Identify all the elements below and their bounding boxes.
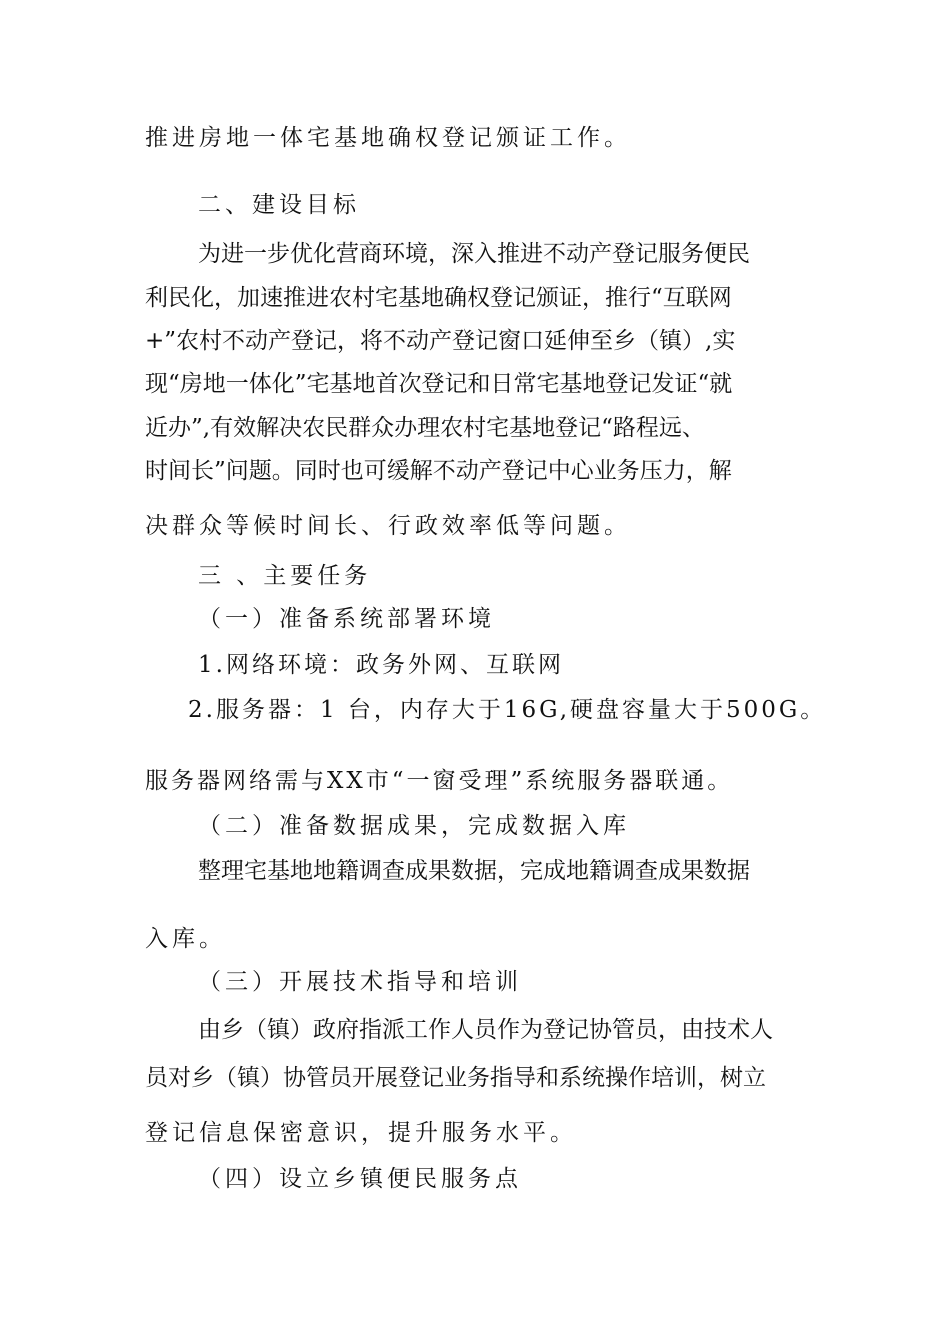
body-line-15: 登记信息保密意识，提升服务水平。 xyxy=(145,1120,577,1146)
body-line-10: 服务器网络需与XX市“一窗受理”系统服务器联通。 xyxy=(145,768,734,794)
body-line-7: 近办”,有效解决农民群众办理农村宅基地登记“路程远、 xyxy=(145,415,705,441)
body-line-8: 时间长”问题。同时也可缓解不动产登记中心业务压力，解 xyxy=(145,458,732,484)
list-item-2: 2.服务器：1 台，内存大于16G,硬盘容量大于500G。 xyxy=(188,697,827,723)
body-line-1: 推进房地一体宅基地确权登记颁证工作。 xyxy=(145,125,631,151)
body-line-13: 由乡（镇）政府指派工作人员作为登记协管员，由技术人 xyxy=(198,1017,773,1043)
body-line-12: 入库。 xyxy=(145,926,226,952)
body-line-11: 整理宅基地地籍调查成果数据，完成地籍调查成果数据 xyxy=(198,858,750,884)
subsection-heading-1: （一）准备系统部署环境 xyxy=(198,606,495,632)
subsection-heading-2: （二）准备数据成果，完成数据入库 xyxy=(198,813,630,839)
list-item-1: 1.网络环境：政务外网、互联网 xyxy=(198,652,564,678)
body-line-4: 利民化，加速推进农村宅基地确权登记颁证，推行“互联网 xyxy=(145,285,732,311)
subsection-heading-4: （四）设立乡镇便民服务点 xyxy=(198,1166,522,1192)
body-line-3: 为进一步优化营商环境，深入推进不动产登记服务便民 xyxy=(198,241,750,267)
body-line-14: 员对乡（镇）协管员开展登记业务指导和系统操作培训，树立 xyxy=(145,1065,766,1091)
subsection-heading-3: （三）开展技术指导和培训 xyxy=(198,969,522,995)
body-line-9: 决群众等候时间长、行政效率低等问题。 xyxy=(145,513,631,539)
body-line-6: 现“房地一体化”宅基地首次登记和日常宅基地登记发证“就 xyxy=(145,371,733,397)
body-line-5: +”农村不动产登记，将不动产登记窗口延伸至乡（镇）,实 xyxy=(145,328,736,354)
section-heading-2: 二、建设目标 xyxy=(198,192,360,218)
section-heading-3: 三 、主要任务 xyxy=(198,563,372,589)
